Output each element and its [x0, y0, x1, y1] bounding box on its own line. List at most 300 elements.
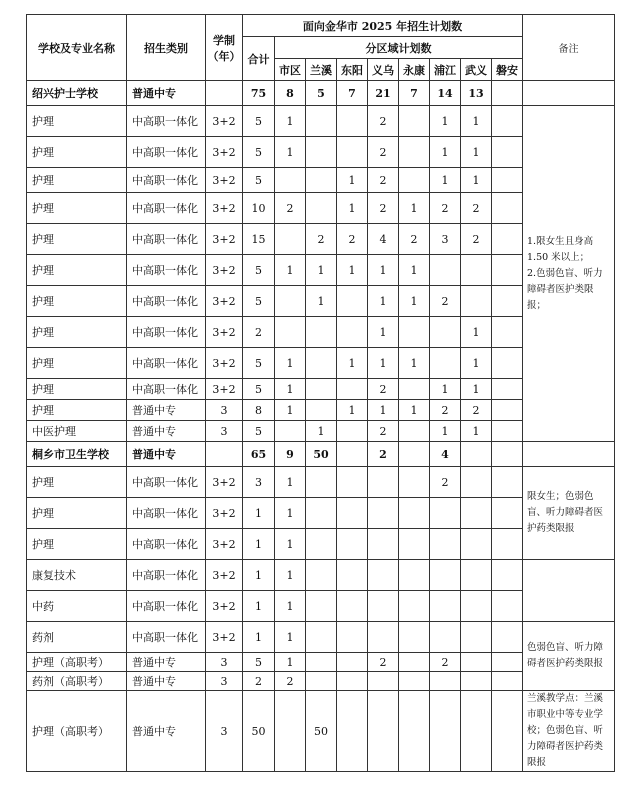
duration: 3+2: [206, 168, 243, 193]
region-count: [337, 317, 368, 348]
note-line: 1.限女生且身高 1.50 米以上；: [527, 235, 594, 263]
region-count: [461, 672, 492, 691]
region-count: [461, 653, 492, 672]
region-count: [399, 560, 430, 591]
region-count: [399, 137, 430, 168]
region-count: 1: [368, 255, 399, 286]
total-count: 1: [243, 560, 275, 591]
region-count: 1: [275, 137, 306, 168]
region-count: 2: [399, 224, 430, 255]
region-count: [399, 653, 430, 672]
region-count: [306, 168, 337, 193]
region-count: [492, 224, 523, 255]
total-count: 5: [243, 137, 275, 168]
region-count: [337, 672, 368, 691]
region-count: [430, 255, 461, 286]
major-name: 护理: [27, 317, 127, 348]
region-count: [492, 317, 523, 348]
region-count: [399, 672, 430, 691]
header-region: 义乌: [368, 59, 399, 81]
region-count: 2: [368, 379, 399, 400]
header-region: 东阳: [337, 59, 368, 81]
region-count: [368, 529, 399, 560]
total-count: 5: [243, 653, 275, 672]
region-count: [430, 348, 461, 379]
region-count: [275, 691, 306, 772]
school-row: [27, 81, 615, 106]
region-count: [492, 672, 523, 691]
region-count: 14: [430, 81, 461, 106]
school-row: [27, 442, 615, 467]
region-count: [461, 467, 492, 498]
total-count: 10: [243, 193, 275, 224]
region-count: [399, 379, 430, 400]
region-count: 2: [461, 224, 492, 255]
region-count: 1: [275, 348, 306, 379]
table-row: [27, 467, 615, 498]
region-count: [399, 421, 430, 442]
total-count: 8: [243, 400, 275, 421]
region-count: [368, 622, 399, 653]
region-count: [461, 286, 492, 317]
region-count: 1: [275, 106, 306, 137]
region-count: [492, 653, 523, 672]
header-region: 兰溪: [306, 59, 337, 81]
major-name: 药剂（高职考）: [27, 672, 127, 691]
region-count: 1: [430, 168, 461, 193]
major-name: 中药: [27, 591, 127, 622]
region-count: 1: [461, 379, 492, 400]
region-count: 2: [368, 137, 399, 168]
duration: 3+2: [206, 106, 243, 137]
category: 中高职一体化: [127, 106, 206, 137]
region-count: [492, 348, 523, 379]
header-duration: 学制（年）: [206, 15, 243, 81]
region-count: [492, 591, 523, 622]
region-count: [306, 467, 337, 498]
region-count: 4: [368, 224, 399, 255]
region-count: [399, 529, 430, 560]
duration: 3+2: [206, 137, 243, 168]
duration: 3+2: [206, 591, 243, 622]
region-count: [430, 317, 461, 348]
region-count: 1: [306, 255, 337, 286]
region-count: [492, 286, 523, 317]
region-count: 1: [275, 591, 306, 622]
region-count: 1: [337, 255, 368, 286]
region-count: [368, 498, 399, 529]
region-count: [368, 691, 399, 772]
header-total: 合计: [243, 37, 275, 81]
total-count: 50: [243, 691, 275, 772]
duration: 3+2: [206, 348, 243, 379]
region-count: 1: [399, 348, 430, 379]
notes-cell: [523, 691, 615, 772]
major-name: 康复技术: [27, 560, 127, 591]
total-count: 15: [243, 224, 275, 255]
region-count: [337, 467, 368, 498]
major-name: 药剂: [27, 622, 127, 653]
note-text: 色弱色盲、听力障碍者医护药类限报: [527, 642, 604, 669]
region-count: [337, 421, 368, 442]
total-count: 65: [243, 442, 275, 467]
region-count: [430, 691, 461, 772]
enrollment-plan-table: [26, 14, 615, 772]
note-text: 兰溪教学点：兰溪市职业中等专业学校；色弱色盲、听力障碍者医护药类限报: [527, 693, 604, 768]
major-name: 护理: [27, 348, 127, 379]
category: 中高职一体化: [127, 168, 206, 193]
region-count: [430, 672, 461, 691]
region-count: [275, 317, 306, 348]
category: 普通中专: [127, 442, 206, 467]
duration: 3: [206, 691, 243, 772]
region-count: [306, 622, 337, 653]
duration: 3: [206, 421, 243, 442]
region-count: 1: [275, 653, 306, 672]
region-count: [368, 560, 399, 591]
region-count: [461, 591, 492, 622]
region-count: [399, 691, 430, 772]
region-count: [306, 498, 337, 529]
category: 中高职一体化: [127, 622, 206, 653]
header-region: 磐安: [492, 59, 523, 81]
region-count: [492, 400, 523, 421]
header-regional: 分区域计划数: [275, 37, 523, 59]
region-count: 1: [337, 348, 368, 379]
header-plan-title: 面向金华市 2025 年招生计划数: [243, 15, 523, 37]
region-count: 1: [430, 379, 461, 400]
header-region: 永康: [399, 59, 430, 81]
total-count: 75: [243, 81, 275, 106]
major-name: 护理: [27, 529, 127, 560]
region-count: 1: [461, 168, 492, 193]
region-count: [337, 379, 368, 400]
total-count: 1: [243, 622, 275, 653]
category: 中高职一体化: [127, 193, 206, 224]
region-count: [337, 498, 368, 529]
total-count: 5: [243, 168, 275, 193]
header-notes: 备注: [523, 15, 615, 81]
major-name: 护理: [27, 255, 127, 286]
region-count: [430, 560, 461, 591]
notes-cell: [523, 467, 615, 560]
region-count: 2: [368, 442, 399, 467]
region-count: 1: [461, 106, 492, 137]
region-count: 21: [368, 81, 399, 106]
table-row: [27, 691, 615, 772]
region-count: 2: [461, 400, 492, 421]
region-count: [337, 591, 368, 622]
category: 中高职一体化: [127, 467, 206, 498]
duration: 3+2: [206, 224, 243, 255]
duration: 3+2: [206, 529, 243, 560]
note-line: 2.色弱色盲、听力障碍者医护类限报；: [527, 267, 603, 311]
total-count: 5: [243, 379, 275, 400]
region-count: 1: [275, 560, 306, 591]
major-name: 桐乡市卫生学校: [27, 442, 127, 467]
region-count: [461, 442, 492, 467]
duration: 3+2: [206, 379, 243, 400]
region-count: 1: [275, 498, 306, 529]
region-count: [275, 286, 306, 317]
region-count: [461, 691, 492, 772]
region-count: [492, 622, 523, 653]
region-count: [306, 106, 337, 137]
region-count: 1: [275, 255, 306, 286]
region-count: 1: [368, 400, 399, 421]
major-name: 护理（高职考）: [27, 653, 127, 672]
region-count: [399, 442, 430, 467]
region-count: 5: [306, 81, 337, 106]
region-count: [306, 653, 337, 672]
region-count: [368, 467, 399, 498]
major-name: 护理: [27, 168, 127, 193]
category: 中高职一体化: [127, 348, 206, 379]
region-count: [275, 168, 306, 193]
region-count: 1: [275, 622, 306, 653]
notes-cell: [523, 560, 615, 622]
region-count: [492, 137, 523, 168]
region-count: 1: [368, 286, 399, 317]
table-row: [27, 622, 615, 653]
region-count: [492, 529, 523, 560]
region-count: 8: [275, 81, 306, 106]
header-region: 武义: [461, 59, 492, 81]
category: 中高职一体化: [127, 286, 206, 317]
region-count: [492, 691, 523, 772]
region-count: [492, 106, 523, 137]
region-count: [461, 255, 492, 286]
category: 普通中专: [127, 400, 206, 421]
major-name: 护理: [27, 137, 127, 168]
region-count: [368, 672, 399, 691]
duration: 3: [206, 653, 243, 672]
region-count: 1: [461, 317, 492, 348]
total-count: 3: [243, 467, 275, 498]
category: 中高职一体化: [127, 137, 206, 168]
duration: 3+2: [206, 498, 243, 529]
region-count: 1: [430, 137, 461, 168]
region-count: [306, 137, 337, 168]
category: 中高职一体化: [127, 560, 206, 591]
region-count: 1: [399, 193, 430, 224]
region-count: 1: [337, 168, 368, 193]
region-count: [337, 286, 368, 317]
region-count: 2: [368, 168, 399, 193]
region-count: [306, 193, 337, 224]
region-count: [430, 622, 461, 653]
duration: [206, 442, 243, 467]
region-count: [306, 591, 337, 622]
total-count: 5: [243, 106, 275, 137]
region-count: 1: [399, 400, 430, 421]
duration: 3+2: [206, 467, 243, 498]
notes-cell: [523, 622, 615, 691]
duration: 3+2: [206, 193, 243, 224]
region-count: [337, 106, 368, 137]
category: 中高职一体化: [127, 498, 206, 529]
region-count: [430, 529, 461, 560]
region-count: 2: [368, 653, 399, 672]
region-count: [399, 106, 430, 137]
region-count: [492, 81, 523, 106]
region-count: 2: [430, 400, 461, 421]
category: 普通中专: [127, 421, 206, 442]
region-count: 1: [275, 529, 306, 560]
region-count: 2: [275, 672, 306, 691]
region-count: [306, 348, 337, 379]
region-count: 50: [306, 442, 337, 467]
region-count: 2: [306, 224, 337, 255]
major-name: 绍兴护士学校: [27, 81, 127, 106]
region-count: [461, 560, 492, 591]
region-count: 13: [461, 81, 492, 106]
region-count: 1: [461, 348, 492, 379]
major-name: 护理: [27, 498, 127, 529]
total-count: 1: [243, 529, 275, 560]
category: 中高职一体化: [127, 591, 206, 622]
region-count: 1: [461, 137, 492, 168]
major-name: 护理: [27, 400, 127, 421]
header-region: 浦江: [430, 59, 461, 81]
header-category: 招生类别: [127, 15, 206, 81]
note-text: 限女生；色弱色盲、听力障碍者医护药类限报: [527, 491, 604, 534]
major-name: 护理（高职考）: [27, 691, 127, 772]
region-count: 9: [275, 442, 306, 467]
major-name: 护理: [27, 106, 127, 137]
category: 中高职一体化: [127, 317, 206, 348]
region-count: 50: [306, 691, 337, 772]
region-count: [492, 467, 523, 498]
region-count: 2: [368, 193, 399, 224]
major-name: 护理: [27, 379, 127, 400]
region-count: [306, 379, 337, 400]
major-name: 护理: [27, 193, 127, 224]
region-count: 2: [430, 193, 461, 224]
region-count: [399, 467, 430, 498]
category: 普通中专: [127, 672, 206, 691]
region-count: [461, 622, 492, 653]
region-count: [399, 622, 430, 653]
header-region: 市区: [275, 59, 306, 81]
region-count: 1: [337, 193, 368, 224]
table-row: [27, 106, 615, 137]
major-name: 护理: [27, 467, 127, 498]
region-count: 1: [275, 379, 306, 400]
region-count: 1: [430, 421, 461, 442]
category: 普通中专: [127, 653, 206, 672]
duration: 3+2: [206, 255, 243, 286]
region-count: [337, 560, 368, 591]
region-count: [399, 498, 430, 529]
region-count: 2: [430, 467, 461, 498]
region-count: [337, 137, 368, 168]
region-count: 2: [337, 224, 368, 255]
region-count: 1: [306, 286, 337, 317]
region-count: [337, 653, 368, 672]
category: 中高职一体化: [127, 379, 206, 400]
total-count: 2: [243, 672, 275, 691]
category: 普通中专: [127, 81, 206, 106]
region-count: [275, 421, 306, 442]
region-count: 1: [306, 421, 337, 442]
region-count: 1: [430, 106, 461, 137]
total-count: 1: [243, 498, 275, 529]
region-count: [492, 193, 523, 224]
total-count: 1: [243, 591, 275, 622]
notes-cell: [523, 442, 615, 467]
region-count: [492, 379, 523, 400]
region-count: 2: [430, 653, 461, 672]
total-count: 5: [243, 348, 275, 379]
region-count: [306, 317, 337, 348]
region-count: [275, 224, 306, 255]
region-count: [306, 529, 337, 560]
region-count: 7: [337, 81, 368, 106]
category: 中高职一体化: [127, 529, 206, 560]
region-count: [306, 672, 337, 691]
region-count: [306, 560, 337, 591]
region-count: 1: [275, 467, 306, 498]
category: 普通中专: [127, 691, 206, 772]
major-name: 中医护理: [27, 421, 127, 442]
duration: 3: [206, 672, 243, 691]
region-count: [399, 591, 430, 622]
region-count: 1: [461, 421, 492, 442]
region-count: 1: [399, 255, 430, 286]
region-count: [492, 498, 523, 529]
major-name: 护理: [27, 224, 127, 255]
region-count: 1: [399, 286, 430, 317]
notes-cell: [523, 106, 615, 442]
region-count: 2: [275, 193, 306, 224]
region-count: 1: [368, 348, 399, 379]
notes-cell: [523, 81, 615, 106]
table-row: [27, 560, 615, 591]
region-count: [461, 498, 492, 529]
region-count: [399, 168, 430, 193]
region-count: [399, 317, 430, 348]
region-count: [492, 168, 523, 193]
total-count: 5: [243, 286, 275, 317]
region-count: [430, 498, 461, 529]
region-count: [337, 622, 368, 653]
region-count: [337, 442, 368, 467]
region-count: [492, 560, 523, 591]
region-count: [306, 400, 337, 421]
region-count: 2: [430, 286, 461, 317]
region-count: [492, 421, 523, 442]
duration: 3+2: [206, 560, 243, 591]
region-count: 3: [430, 224, 461, 255]
category: 中高职一体化: [127, 224, 206, 255]
region-count: 7: [399, 81, 430, 106]
header-school-major: 学校及专业名称: [27, 15, 127, 81]
region-count: 1: [275, 400, 306, 421]
major-name: 护理: [27, 286, 127, 317]
region-count: [430, 591, 461, 622]
duration: 3+2: [206, 286, 243, 317]
total-count: 2: [243, 317, 275, 348]
duration: 3+2: [206, 317, 243, 348]
region-count: 2: [368, 421, 399, 442]
region-count: 4: [430, 442, 461, 467]
category: 中高职一体化: [127, 255, 206, 286]
region-count: 2: [368, 106, 399, 137]
total-count: 5: [243, 255, 275, 286]
duration: 3+2: [206, 622, 243, 653]
total-count: 5: [243, 421, 275, 442]
